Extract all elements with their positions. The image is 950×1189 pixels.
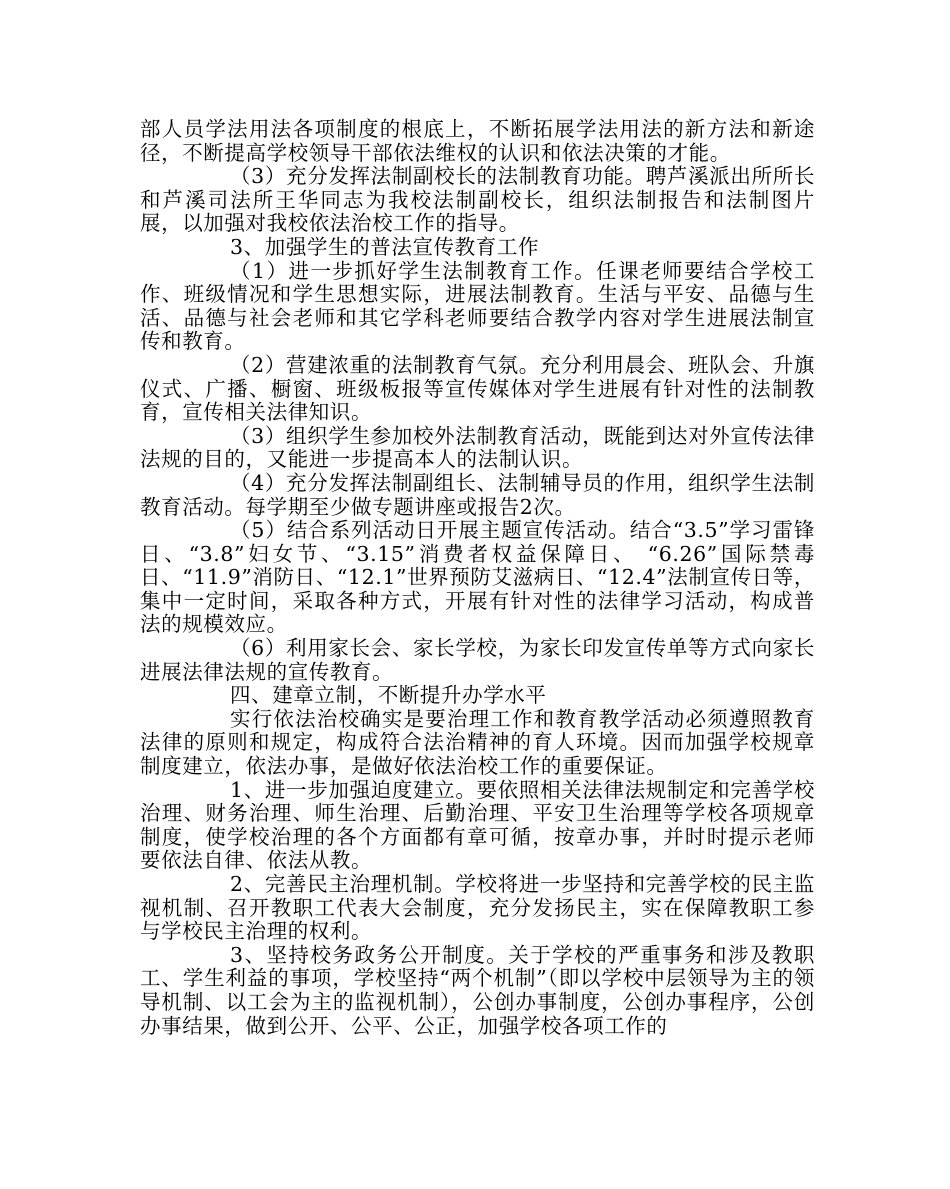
paragraph-item-6: （6）利用家长会、家长学校，为家长印发宣传单等方式向家长进展法律法规的宣传教育。 (140, 636, 815, 684)
paragraph-item-2: （2）营建浓重的法制教育气氛。充分利用晨会、班队会、升旗仪式、广播、橱窗、班级板报等宣传媒体对学生进展有针对性的法制教育，宣传相关法律知识。 (140, 352, 815, 425)
document-body (140, 118, 815, 1038)
paragraph-regulations-1: 1、进一步加强迫度建立。要依照相关法律法规制定和完善学校治理、财务治理、师生治理、后勤治理、平安卫生治理等学校各项规章制度，使学校治理的各个方面都有章可循，按章办事，并时时提示老师要依法自律、依法从教。 (140, 777, 815, 873)
paragraph-legal-vice-principal: （3）充分发挥法制副校长的法制教育功能。聘芦溪派出所所长和芦溪司法所王华同志为我校法制副校长，组织法制报告和法制图片展，以加强对我校依法治校工作的指导。 (140, 164, 815, 236)
paragraph-continuation: 部人员学法用法各项制度的根底上，不断拓展学法用法的新方法和新途径，不断提高学校领导干部依法维权的认识和依法决策的才能。 (140, 117, 815, 165)
paragraph-item-3: （3）组织学生参加校外法制教育活动，既能到达对外宣传法律法规的目的，又能进一步提高本人的法制认识。 (140, 423, 815, 472)
paragraph-regulations-intro: 实行依法治校确实是要治理工作和教育教学活动必须遵照教育法律的原则和规定，构成符合法治精神的育人环境。因而加强学校规章制度建立，依法办事，是做好依法治校工作的重要保证。 (140, 706, 815, 779)
paragraph-item-5: （5）结合系列活动日开展主题宣传活动。结合“3.5”学习雷锋日、“3.8”妇女节、“3.15”消费者权益保障日、 “6.26”国际禁毒日、“11.9”消防日、“12.1”世界预防艾滋病日、“12.4”法制宣传日等，集中一定时间，采取各种方式，开展有针对性的法律学习活动，构成普法的规模效应。 (140, 518, 815, 637)
section-heading-student-education: 3、加强学生的普法宣传教育工作 (230, 234, 540, 259)
section-heading-regulations: 四、建章立制，不断提升办学水平 (230, 683, 547, 708)
paragraph-item-1: （1）进一步抓好学生法制教育工作。任课老师要结合学校工作、班级情况和学生思想实际，进展法制教育。生活与平安、品德与生活、品德与社会老师和其它学科老师要结合教学内容对学生进展法制宣传和教育。 (140, 258, 815, 354)
paragraph-item-4: （4）充分发挥法制副组长、法制辅导员的作用，组织学生法制教育活动。每学期至少做专题讲座或报告2次。 (140, 470, 815, 519)
paragraph-regulations-3: 3、坚持校务政务公开制度。关于学校的严重事务和涉及教职工、学生利益的事项，学校坚持“两个机制”（即以学校中层领导为主的领导机制、以工会为主的监视机制），公创办事制度，公创办事程序，公创办事结果，做到公开、公平、公正，加强学校各项工作的 (140, 942, 815, 1038)
paragraph-regulations-2: 2、完善民主治理机制。学校将进一步坚持和完善学校的民主监视机制、召开教职工代表大会制度，充分发扬民主，实在保障教职工参与学校民主治理的权利。 (140, 872, 815, 944)
